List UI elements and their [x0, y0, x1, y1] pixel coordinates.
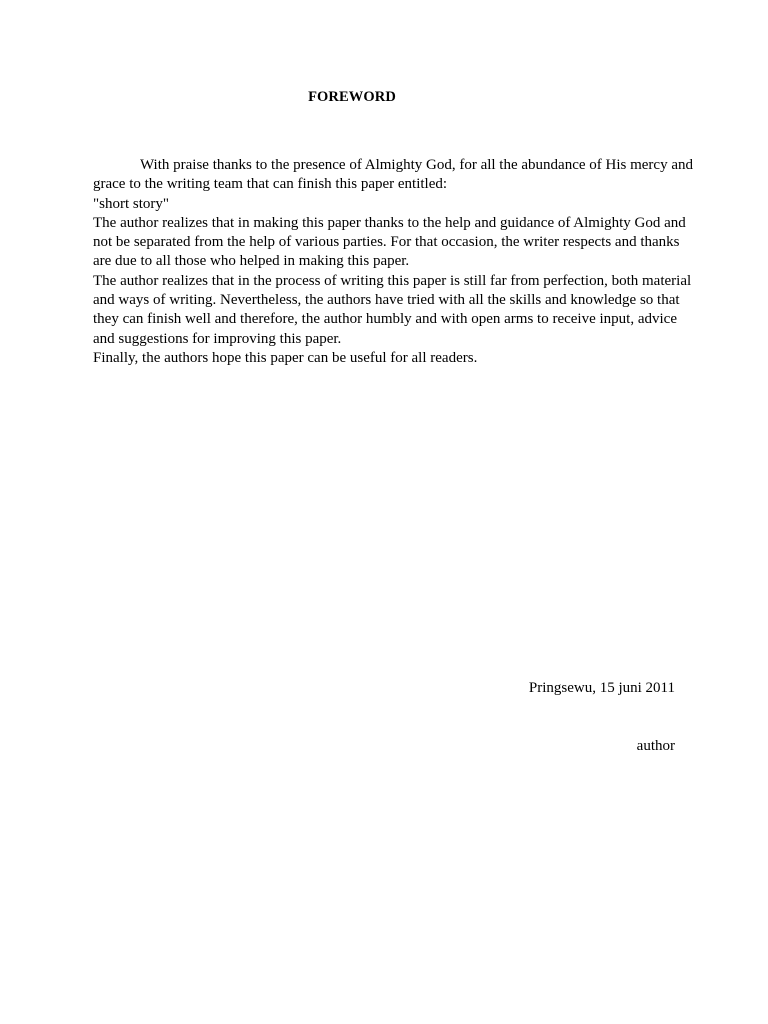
paper-title-quote: "short story" — [93, 195, 169, 212]
paragraph-opening: With praise thanks to the presence of Almighty God, for all the abundance of His mercy and grace to the writing team that can finish this paper entitled: — [93, 157, 693, 193]
signature: author — [636, 738, 675, 754]
page-title: FOREWORD — [308, 89, 396, 105]
paragraph-limitations: The author realizes that in the process of writing this paper is still far from perfection, both material and ways of writing. Nevertheless, the authors have tried with all the skills and knowledge so that they can finish well and therefore, the author humbly and with open arms to receive input, advice and suggestions for improving this paper. — [93, 272, 692, 347]
paragraph-closing: Finally, the authors hope this paper can be useful for all readers. — [93, 349, 478, 366]
place-date: Pringsewu, 15 juni 2011 — [528, 680, 675, 696]
paragraph-acknowledgement: The author realizes that in making this paper thanks to the help and guidance of Almighty God and not be separated from the help of various parties. For that occasion, the writer respects and thanks are due to all those who helped in making this paper. — [93, 214, 686, 270]
foreword-body — [93, 156, 693, 368]
